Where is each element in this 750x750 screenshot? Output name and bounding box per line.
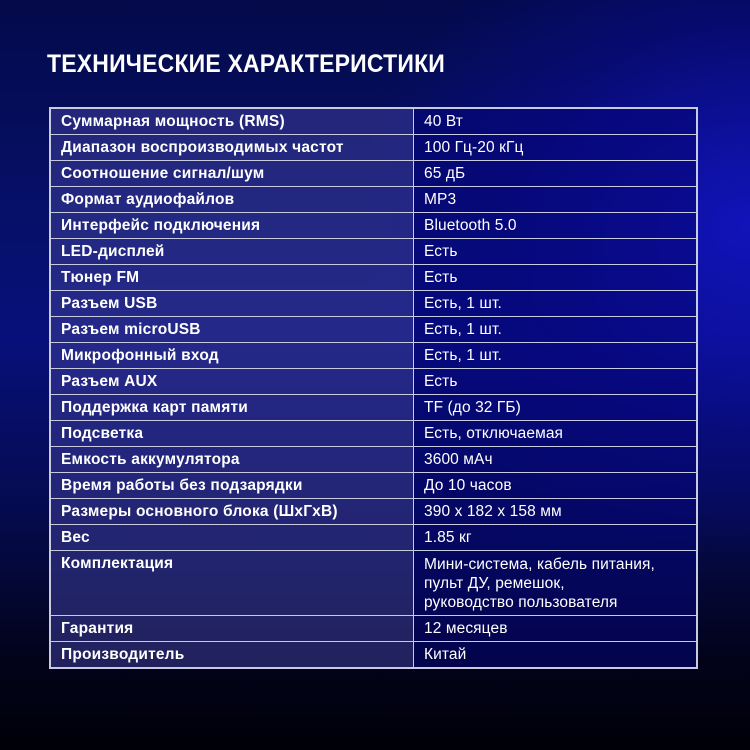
- table-row: [50, 421, 697, 447]
- table-row: [50, 265, 697, 291]
- spec-value-line: пульт ДУ, ремешок,: [424, 575, 565, 592]
- spec-value-multiline: [414, 551, 698, 616]
- spec-key: Разъем AUX: [50, 369, 414, 395]
- table-row: [50, 642, 697, 669]
- table-row: [50, 239, 697, 265]
- table-row: [50, 108, 697, 135]
- spec-value: Есть, 1 шт.: [414, 343, 698, 369]
- table-row: [50, 616, 697, 642]
- spec-key: Микрофонный вход: [50, 343, 414, 369]
- spec-key: Разъем USB: [50, 291, 414, 317]
- spec-key: Диапазон воспроизводимых частот: [50, 135, 414, 161]
- table-row-package-contents: [50, 551, 697, 616]
- specs-table: [49, 107, 698, 669]
- spec-value: 100 Гц-20 кГц: [414, 135, 698, 161]
- spec-value: Есть: [414, 239, 698, 265]
- table-row: [50, 525, 697, 551]
- spec-key: Размеры основного блока (ШхГхВ): [50, 499, 414, 525]
- spec-key: Емкость аккумулятора: [50, 447, 414, 473]
- spec-value: Bluetooth 5.0: [414, 213, 698, 239]
- table-row: [50, 343, 697, 369]
- spec-value: Есть, отключаемая: [414, 421, 698, 447]
- spec-key: Гарантия: [50, 616, 414, 642]
- table-row: [50, 317, 697, 343]
- spec-value: MP3: [414, 187, 698, 213]
- spec-key: Подсветка: [50, 421, 414, 447]
- spec-key: Комплектация: [50, 551, 414, 616]
- page-title: ТЕХНИЧЕСКИЕ ХАРАКТЕРИСТИКИ: [47, 50, 446, 78]
- table-row: [50, 395, 697, 421]
- spec-value: Есть, 1 шт.: [414, 291, 698, 317]
- table-row: [50, 369, 697, 395]
- table-row: [50, 213, 697, 239]
- spec-value: 12 месяцев: [414, 616, 698, 642]
- spec-value-line: Мини-система, кабель питания,: [424, 556, 655, 573]
- spec-value: 1.85 кг: [414, 525, 698, 551]
- spec-key: Вес: [50, 525, 414, 551]
- spec-value: 40 Вт: [414, 108, 698, 135]
- table-row: [50, 473, 697, 499]
- spec-key: Соотношение сигнал/шум: [50, 161, 414, 187]
- spec-value: 3600 мАч: [414, 447, 698, 473]
- spec-key: Разъем microUSB: [50, 317, 414, 343]
- spec-value: 65 дБ: [414, 161, 698, 187]
- table-row: [50, 161, 697, 187]
- table-row: [50, 447, 697, 473]
- spec-key: Интерфейс подключения: [50, 213, 414, 239]
- spec-key: Суммарная мощность (RMS): [50, 108, 414, 135]
- spec-value: TF (до 32 ГБ): [414, 395, 698, 421]
- spec-key: Формат аудиофайлов: [50, 187, 414, 213]
- spec-key: Производитель: [50, 642, 414, 669]
- table-row: [50, 499, 697, 525]
- spec-value: Есть: [414, 265, 698, 291]
- table-row: [50, 291, 697, 317]
- spec-value: Китай: [414, 642, 698, 669]
- spec-value: 390 x 182 x 158 мм: [414, 499, 698, 525]
- table-row: [50, 135, 697, 161]
- spec-value: До 10 часов: [414, 473, 698, 499]
- spec-key: Тюнер FM: [50, 265, 414, 291]
- spec-value: Есть, 1 шт.: [414, 317, 698, 343]
- spec-key: LED-дисплей: [50, 239, 414, 265]
- spec-key: Поддержка карт памяти: [50, 395, 414, 421]
- spec-value: Есть: [414, 369, 698, 395]
- table-row: [50, 187, 697, 213]
- spec-value-line: руководство пользователя: [424, 594, 618, 611]
- spec-key: Время работы без подзарядки: [50, 473, 414, 499]
